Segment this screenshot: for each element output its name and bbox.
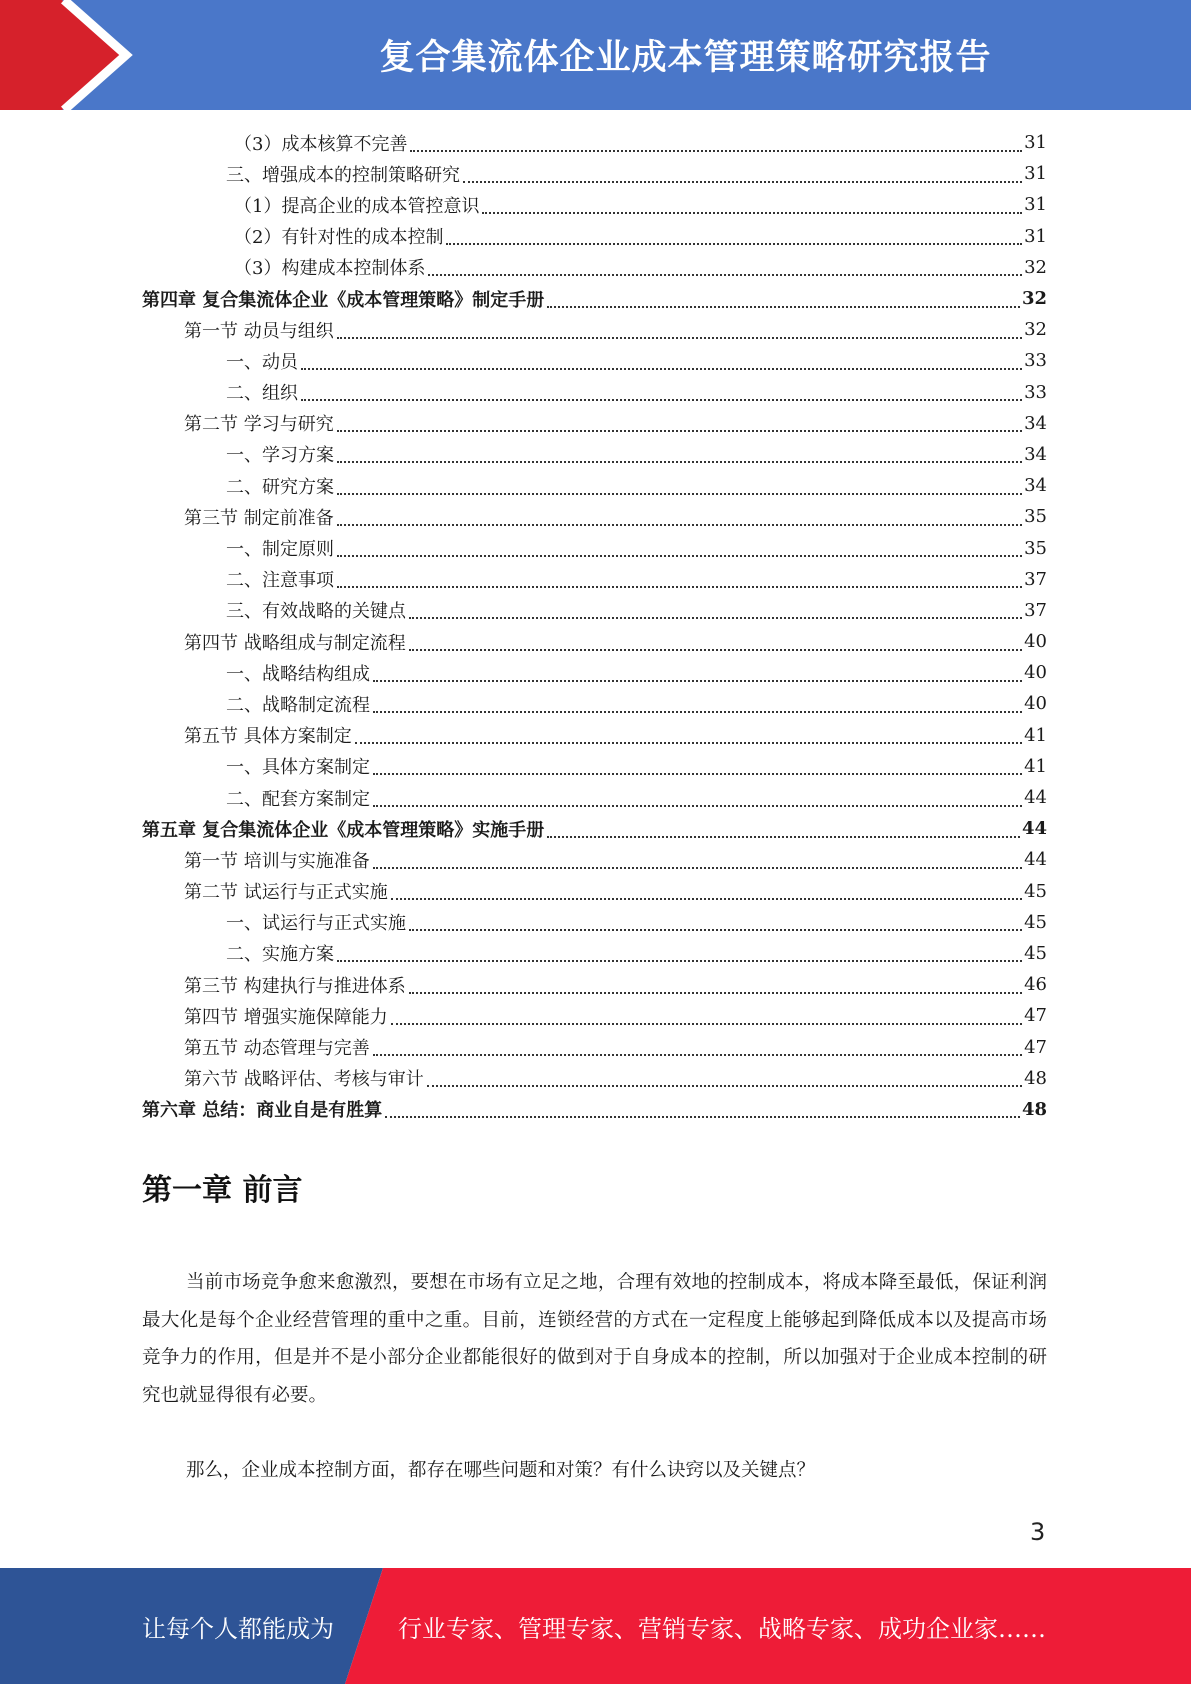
toc-entry[interactable] [142,345,1047,376]
toc-entry[interactable] [142,813,1047,844]
toc-entry[interactable] [142,1031,1047,1062]
toc-entry-title: 三、有效战略的关键点 [226,601,406,623]
toc-entry-page: 35 [1024,506,1047,528]
toc-entry-page: 44 [1024,849,1047,871]
toc-entry-title: 第五节 动态管理与完善 [184,1038,370,1060]
page-number: 3 [1030,1518,1046,1546]
toc-entry[interactable] [142,158,1047,189]
toc-entry-page: 37 [1024,599,1047,621]
toc-entry-title: 第三节 构建执行与推进体系 [184,975,406,997]
toc-entry-page: 32 [1024,256,1047,278]
toc-entry[interactable] [142,1000,1047,1031]
toc-dot-leader [337,451,1022,463]
toc-dot-leader [409,639,1022,651]
toc-entry-title: 二、组织 [226,383,298,405]
toc-entry[interactable] [142,501,1047,532]
toc-entry-title: 二、研究方案 [226,476,334,498]
toc-entry-page: 40 [1024,693,1047,715]
toc-entry-page: 40 [1024,662,1047,684]
toc-entry-title: 二、战略制定流程 [226,694,370,716]
toc-entry-title: 第二节 学习与研究 [184,414,334,436]
toc-dot-leader [409,982,1022,994]
toc-dot-leader [337,576,1022,588]
toc-entry[interactable] [142,127,1047,158]
toc-entry-page: 44 [1021,818,1047,840]
toc-dot-leader [410,140,1022,152]
toc-entry[interactable] [142,657,1047,688]
toc-entry-page: 46 [1024,974,1047,996]
toc-entry-page: 47 [1024,1005,1047,1027]
toc-entry-title: （3）构建成本控制体系 [234,258,426,280]
toc-dot-leader [337,327,1022,339]
toc-entry[interactable] [142,439,1047,470]
toc-dot-leader [337,483,1022,495]
toc-entry-page: 34 [1024,443,1047,465]
toc-entry-page: 48 [1024,1067,1047,1089]
toc-entry[interactable] [142,688,1047,719]
toc-dot-leader [373,857,1022,869]
body-paragraph: 当前市场竞争愈来愈激烈，要想在市场有立足之地，合理有效地的控制成本，将成本降至最低，保证利润最大化是每个企业经营管理的重中之重。目前，连锁经营的方式在一定程度上能够起到降低成本以及提高市场竞争力的作用，但是并不是小部分企业都能很好的做到对于自身成本的控制，所以加强对于企业成本控制的研究也就显得很有必要。 [142,1272,1047,1406]
toc-entry-page: 44 [1024,787,1047,809]
toc-entry-page: 32 [1024,319,1047,341]
toc-dot-leader [428,264,1022,276]
toc-dot-leader [337,420,1022,432]
toc-entry-title: 第二节 试运行与正式实施 [184,882,388,904]
table-of-contents [142,127,1047,1125]
toc-entry-page: 34 [1024,475,1047,497]
toc-entry-page: 33 [1024,350,1047,372]
toc-dot-leader [373,1044,1022,1056]
page-footer [0,1568,1191,1684]
toc-entry-title: 第五章 复合集流体企业《成本管理策略》实施手册 [142,819,545,841]
toc-dot-leader [409,919,1022,931]
page-header [0,0,1191,110]
toc-entry-page: 37 [1024,568,1047,590]
toc-entry[interactable] [142,1094,1047,1125]
toc-entry-title: 二、注意事项 [226,570,334,592]
toc-entry[interactable] [142,408,1047,439]
header-arrow-decoration [0,0,160,110]
toc-entry[interactable] [142,189,1047,220]
toc-entry[interactable] [142,626,1047,657]
toc-entry-title: 第三节 制定前准备 [184,507,334,529]
toc-dot-leader [373,701,1022,713]
toc-dot-leader [301,389,1022,401]
toc-entry-title: 二、实施方案 [226,944,334,966]
toc-entry-page: 45 [1024,880,1047,902]
toc-entry[interactable] [142,1063,1047,1094]
toc-entry-page: 34 [1024,412,1047,434]
toc-entry[interactable] [142,751,1047,782]
toc-entry-title: 一、动员 [226,351,298,373]
toc-dot-leader [373,795,1022,807]
toc-entry[interactable] [142,782,1047,813]
toc-entry-title: 第四章 复合集流体企业《成本管理策略》制定手册 [142,289,545,311]
toc-entry[interactable] [142,283,1047,314]
toc-entry-title: 第五节 具体方案制定 [184,726,352,748]
toc-dot-leader [409,607,1022,619]
toc-entry-page: 31 [1024,132,1047,154]
toc-entry-page: 31 [1024,194,1047,216]
toc-dot-leader [385,1106,1020,1118]
toc-dot-leader [547,296,1020,308]
toc-entry-title: 一、试运行与正式实施 [226,913,406,935]
toc-entry-title: 第一节 培训与实施准备 [184,850,370,872]
toc-entry-title: 二、配套方案制定 [226,788,370,810]
toc-dot-leader [373,763,1022,775]
toc-entry-page: 41 [1024,755,1047,777]
toc-entry[interactable] [142,595,1047,626]
toc-entry-page: 45 [1024,911,1047,933]
toc-dot-leader [427,1075,1022,1087]
toc-entry[interactable] [142,938,1047,969]
toc-entry-title: （3）成本核算不完善 [234,133,408,155]
toc-dot-leader [446,233,1022,245]
toc-entry[interactable] [142,564,1047,595]
toc-entry-title: 第四节 增强实施保障能力 [184,1006,388,1028]
toc-entry-page: 48 [1021,1098,1047,1120]
toc-dot-leader [301,358,1022,370]
toc-entry-title: 第一节 动员与组织 [184,320,334,342]
toc-dot-leader [355,732,1022,744]
chapter-heading: 第一章 前言 [142,1173,303,1208]
toc-entry[interactable] [142,377,1047,408]
toc-entry-page: 32 [1021,288,1047,310]
toc-entry[interactable] [142,969,1047,1000]
toc-dot-leader [391,888,1022,900]
toc-dot-leader [463,171,1022,183]
toc-entry-page: 45 [1024,942,1047,964]
toc-entry-page: 40 [1024,631,1047,653]
toc-entry[interactable] [142,844,1047,875]
toc-entry-title: 一、学习方案 [226,445,334,467]
footer-slogan-left: 让每个人都能成为 [142,1614,334,1643]
toc-entry-title: 一、具体方案制定 [226,757,370,779]
toc-entry-title: 一、制定原则 [226,539,334,561]
toc-dot-leader [337,950,1022,962]
toc-entry-title: 一、战略结构组成 [226,663,370,685]
toc-dot-leader [337,514,1022,526]
toc-entry[interactable] [142,252,1047,283]
toc-entry-page: 33 [1024,381,1047,403]
toc-dot-leader [391,1013,1022,1025]
toc-entry-title: 第六章 总结：商业自是有胜算 [142,1100,383,1122]
document-title: 复合集流体企业成本管理策略研究报告 [379,38,992,78]
toc-entry-page: 31 [1024,163,1047,185]
toc-entry-title: （1）提高企业的成本管控意识 [234,195,480,217]
toc-dot-leader [373,670,1022,682]
toc-entry[interactable] [142,907,1047,938]
toc-entry[interactable] [142,876,1047,907]
toc-entry-page: 31 [1024,225,1047,247]
toc-entry-title: 第六节 战略评估、考核与审计 [184,1069,424,1091]
toc-dot-leader [547,826,1020,838]
toc-entry-title: 三、增强成本的控制策略研究 [226,164,460,186]
toc-entry[interactable] [142,314,1047,345]
toc-entry[interactable] [142,221,1047,252]
toc-entry[interactable] [142,720,1047,751]
toc-dot-leader [482,202,1022,214]
toc-entry-page: 41 [1024,724,1047,746]
body-paragraph: 那么，企业成本控制方面，都存在哪些问题和对策？有什么诀窍以及关键点？ [186,1460,816,1481]
toc-entry-page: 35 [1024,537,1047,559]
toc-entry-page: 47 [1024,1036,1047,1058]
toc-entry[interactable] [142,470,1047,501]
toc-entry[interactable] [142,532,1047,563]
toc-dot-leader [337,545,1022,557]
footer-slogan-right: 行业专家、管理专家、营销专家、战略专家、成功企业家…… [398,1614,1046,1643]
toc-entry-title: 第四节 战略组成与制定流程 [184,632,406,654]
toc-entry-title: （2）有针对性的成本控制 [234,227,444,249]
